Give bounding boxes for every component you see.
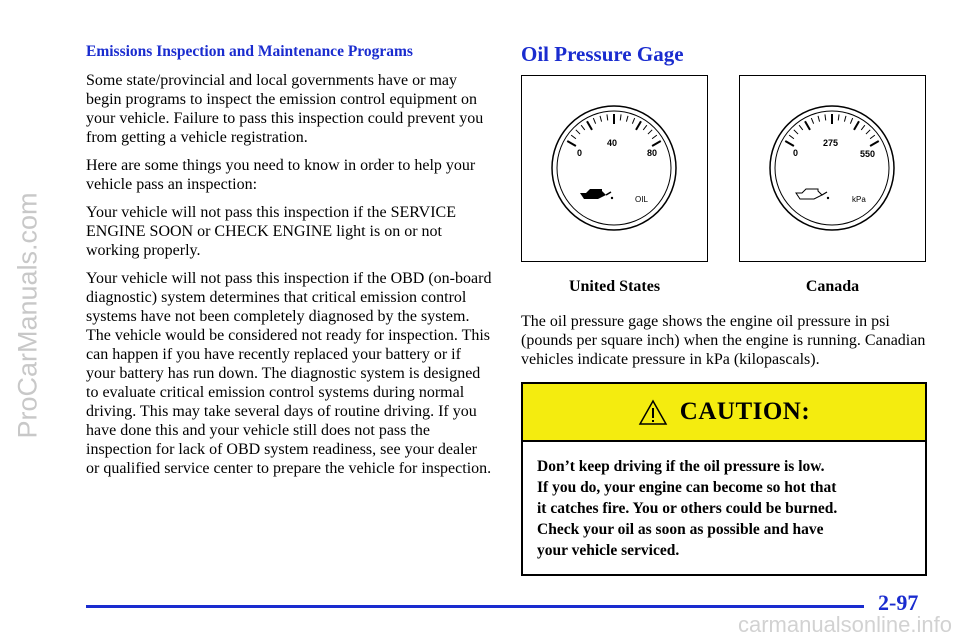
caution-line: Don’t keep driving if the oil pressure is low. [537, 458, 825, 475]
gauge-max-label: 80 [647, 148, 658, 158]
watermark-side-text: ProCarManuals.com [12, 192, 43, 439]
caution-line: your vehicle serviced. [537, 542, 680, 559]
paragraph: Here are some things you need to know in order to help your vehicle pass an inspection: [86, 157, 476, 193]
right-column [521, 42, 929, 559]
paragraph: Your vehicle will not pass this inspection if the SERVICE ENGINE SOON or CHECK ENGINE light is on or not working properly. [86, 204, 456, 259]
gauge-mid-label: 40 [607, 138, 618, 148]
section-heading: Emissions Inspection and Maintenance Programs [86, 43, 413, 60]
caution-header [523, 384, 925, 442]
gauge-unit-label: OIL [635, 195, 648, 204]
gauge-canada [740, 76, 924, 260]
gauge-max-label: 550 [860, 149, 876, 159]
footer-rule [86, 605, 864, 608]
paragraph: Some state/provincial and local governments have or may begin programs to inspect the emission control equipment on your vehicle. Failure to pass this inspection could prevent you from getting a vehicle registration. [86, 72, 484, 146]
warning-triangle-icon [638, 399, 668, 426]
gauge-unit-label: kPa [852, 195, 866, 204]
caution-label: CAUTION: [679, 398, 811, 425]
left-column [86, 42, 494, 487]
caption-us: United States [568, 278, 661, 295]
paragraph: Your vehicle will not pass this inspection if the OBD (on-board diagnostic) system determines that critical emission control systems have not been completely diagnosed by the system. The vehicle would be considered not ready for inspection. This can happen if you have recently replaced your battery or if your battery has run down. The diagnostic system is designed to evaluate critical emission control systems during normal driving. This may take several days of routine driving. If you have done this and your vehicle still does not pass the inspection for lack of OBD system readiness, see your dealer or qualified service center to prepare the vehicle for inspection. [86, 270, 492, 477]
caution-line: If you do, your engine can become so hot that [537, 479, 837, 496]
gauge-min-label: 0 [793, 148, 799, 158]
gauge-us [522, 76, 706, 260]
gauge-figure-us [521, 75, 708, 262]
caution-box [521, 382, 927, 576]
oil-pressure-description: The oil pressure gage shows the engine oil pressure in psi (pounds per square inch) when the engine is running. Canadian vehicles indicate pressure in kPa (kilopascals). [521, 313, 926, 368]
watermark-side [8, 0, 52, 640]
caption-canada: Canada [805, 278, 860, 295]
caution-text [523, 442, 925, 561]
caution-line: it catches fire. You or others could be burned. [537, 500, 838, 517]
watermark-bottom: carmanualsonline.info [737, 612, 952, 637]
page-title: Oil Pressure Gage [521, 42, 684, 66]
gauge-min-label: 0 [577, 148, 583, 158]
gauge-figure-canada [739, 75, 926, 262]
page-number: 2-97 [878, 590, 919, 615]
caution-line: Check your oil as soon as possible and have [537, 521, 824, 538]
gauge-mid-label: 275 [823, 138, 839, 148]
